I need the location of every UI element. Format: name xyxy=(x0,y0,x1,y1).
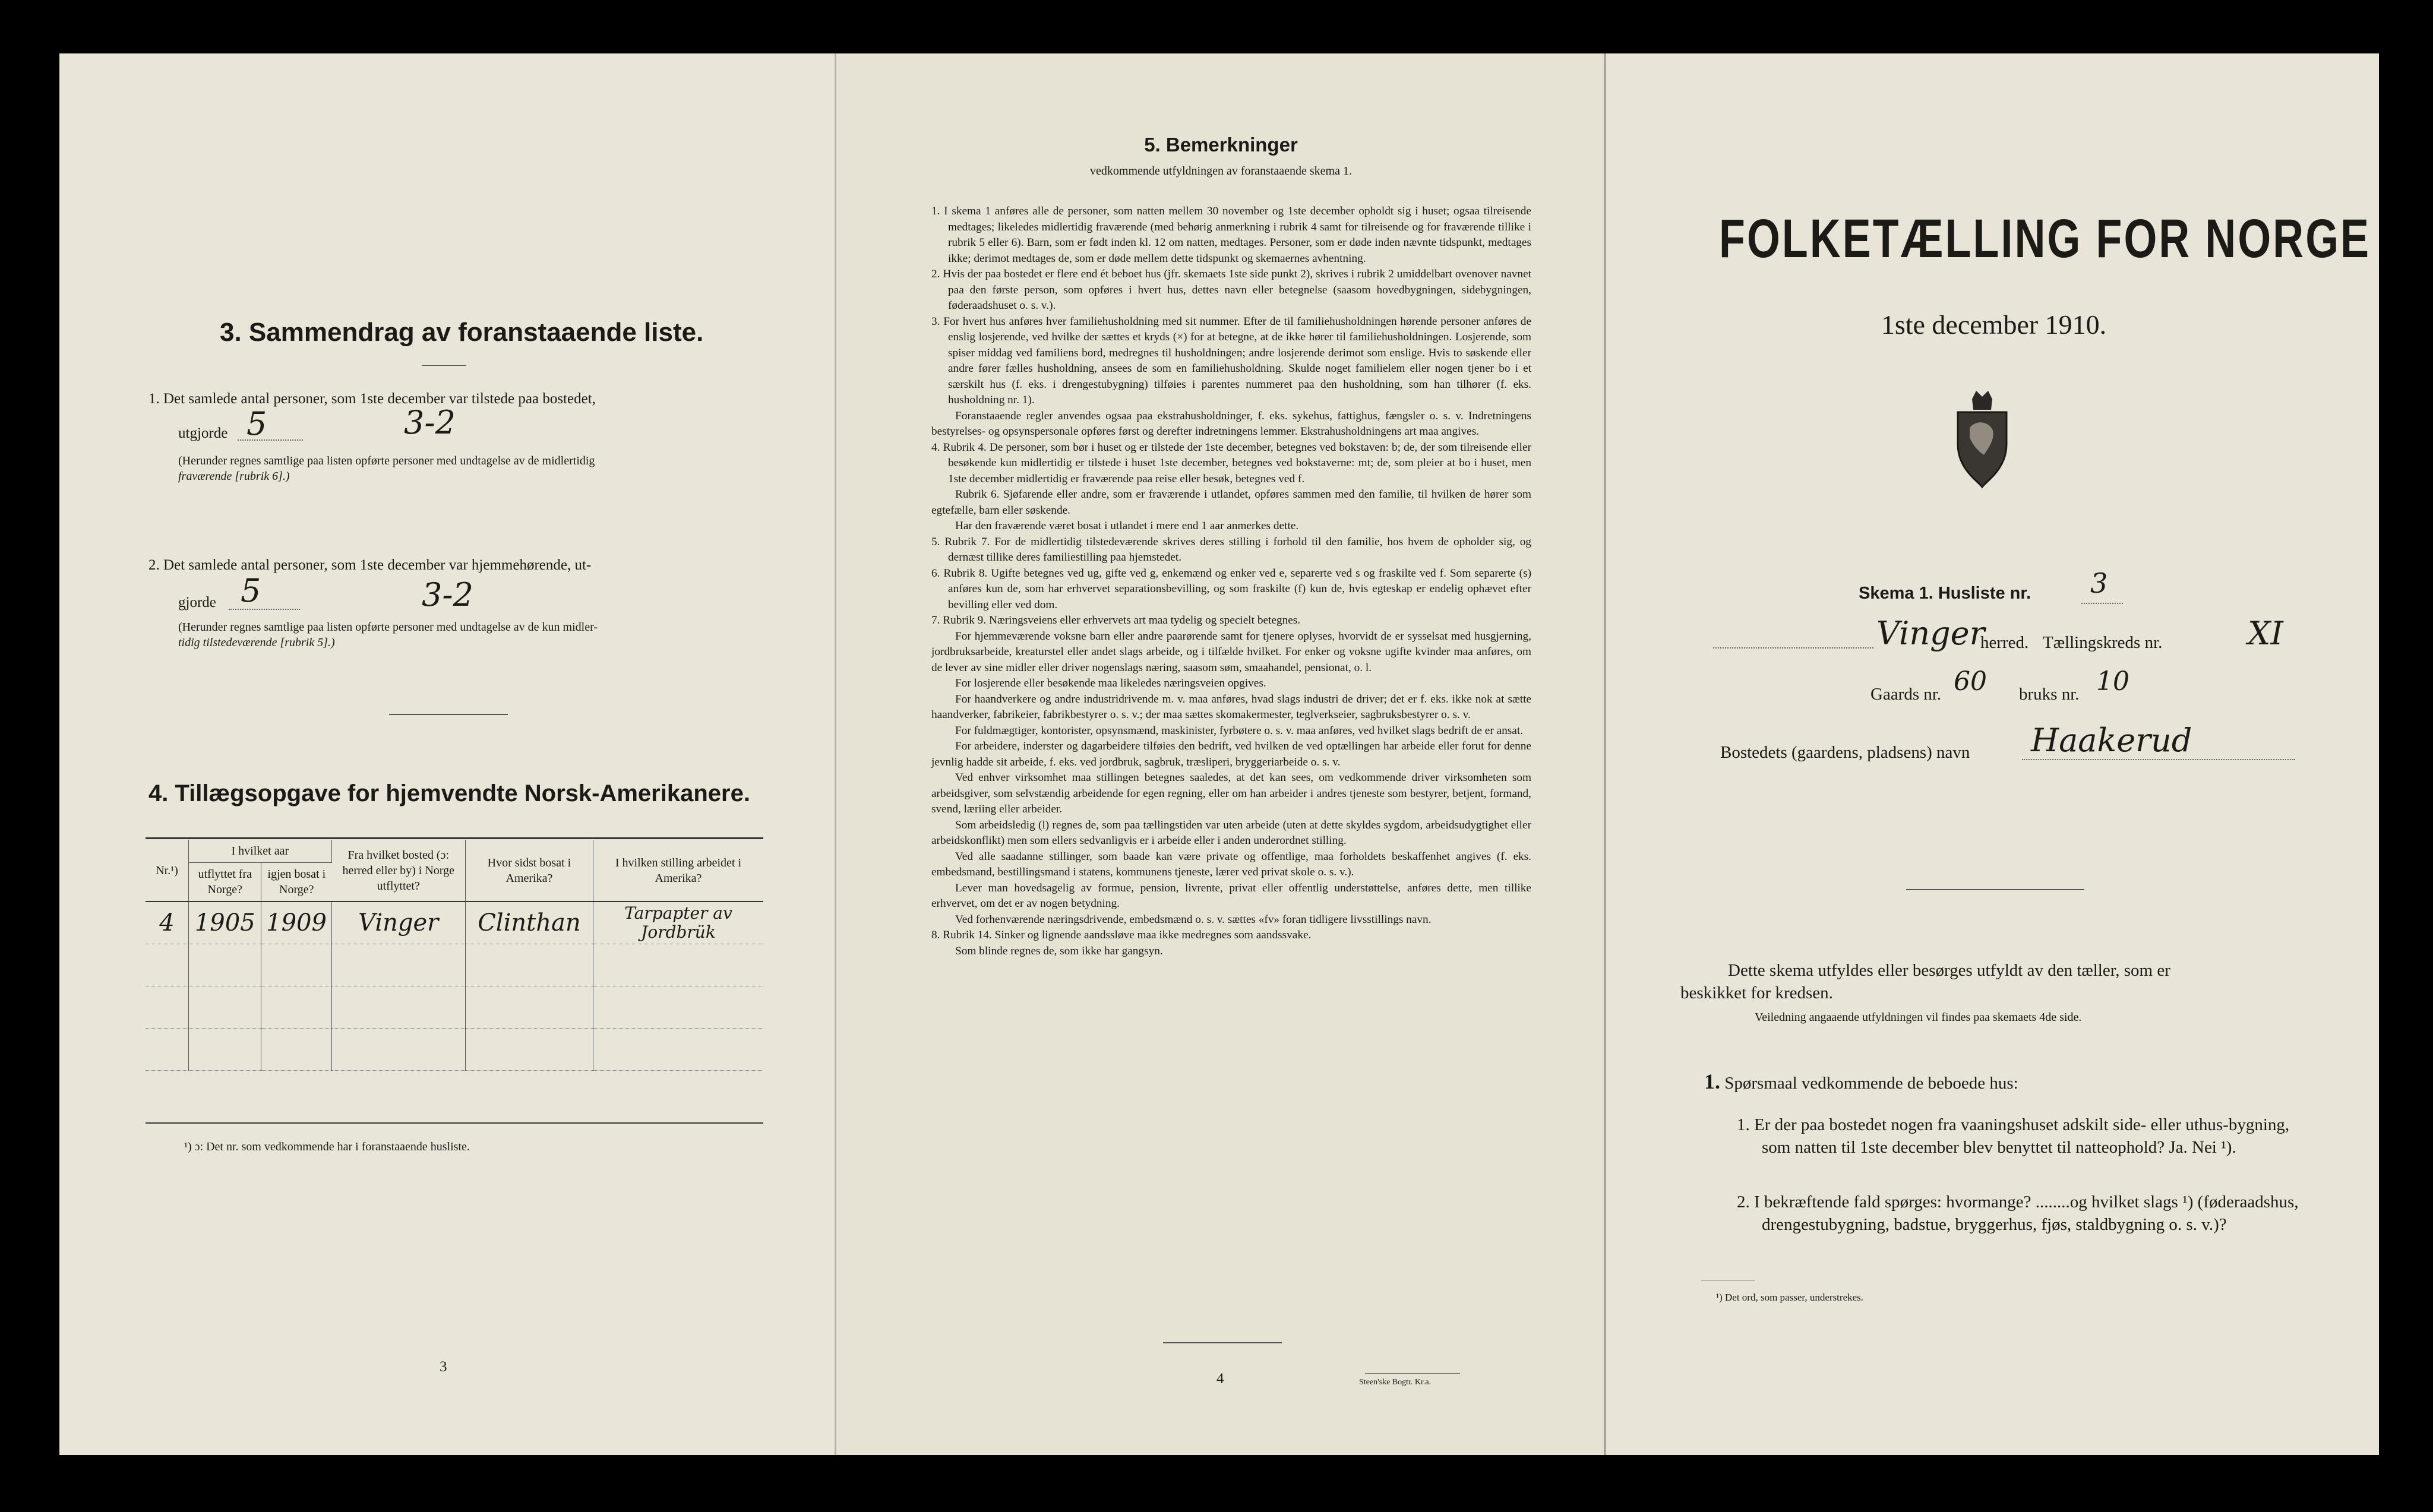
coat-of-arms-icon xyxy=(1949,386,2015,490)
question-2: 2. I bekræftende fald spørges: hvormange? ........og hvilket slags ¹) (føderaadshus, drengestubygning, badstue, bryggerhus, fjøs, staldbygning o. s. v.)? xyxy=(1737,1192,2299,1234)
q1-text: 1. Det samlede antal personer, som 1ste december var tilstede paa bostedet, xyxy=(148,391,596,407)
paragraph: Ved forhenværende næringsdrivende, embedsmænd o. s. v. sættes «fv» foran tidligere livsstillings navn. xyxy=(955,913,1432,926)
census-title: FOLKETÆLLING FOR NORGE xyxy=(1719,208,2371,269)
q2-extra: 3-2 xyxy=(422,576,473,613)
norsk-amerikanere-table xyxy=(146,840,763,1071)
question-1: 1. Er der paa bostedet nogen fra vaaningshuset adskilt side- eller uthus-bygning, som natten til 1ste december blev benyttet til natteophold? Ja. Nei ¹). xyxy=(1737,1115,2290,1157)
q2-lead: gjorde xyxy=(178,594,216,611)
section-4-title: 4. Tillægsopgave for hjemvendte Norsk-Amerikanere. xyxy=(148,780,750,806)
paragraph: 3. For hvert hus anføres hver familiehusholdning med sit nummer. Efter de til familiehusholdningen hørende personer anføres de enslig losjerende, ved hvilke der sættes et kryds (×) for at betegne, at de ikke hører til familiehusholdningen. Losjerende, som spiser middag ved familiens bord, medregnes til husholdningen; andre losjerende derimot som enslige. Hvis to søskende eller andre fører fælles husholdning, ansees de som en familiehusholdning. Skulde noget familielem eller nogen tjener bo i et særskilt hus (f. eks. i drengestubygning) tilføies i parentes nummeret paa den husholdning, som han tilhører (f. eks. husholdning nr. 1). xyxy=(931,315,1531,406)
paragraph: 5. Rubrik 7. For de midlertidig tilstedeværende skrives deres stilling i forhold til den familie, hos hvem de opholder sig, og dernæst tillike deres familiestilling paa hjemstedet. xyxy=(931,535,1531,564)
q2-note-2: tidig tilstedeværende [rubrik 5].) xyxy=(178,636,335,649)
paragraph: Foranstaaende regler anvendes ogsaa paa ekstrahusholdninger, f. eks. sykehus, fattighus, fængsler o. s. v. Indretningens bestyrelses- og opsynspersonale opføres først og derefter indretningens lemmer. Ekstrahusholdningens art maa angives. xyxy=(931,409,1531,438)
herred-label: herred. xyxy=(1980,633,2029,652)
paragraph: Ved enhver virksomhet maa stillingen betegnes saaledes, at det kan sees, om vedkommende driver virksomheten som arbeidsgiver, som selvstændig arbeidende for egen regning, eller om han arbeider i andres tjeneste som bestyrer, betjent, formand, svend, læriing eller arbeider. xyxy=(931,771,1531,815)
bosted-label: Bostedets (gaardens, pladsens) navn xyxy=(1720,743,1970,762)
paragraph: Som blinde regnes de, som ikke har gangsyn. xyxy=(955,944,1163,957)
col-group-year: I hvilket aar xyxy=(189,840,332,863)
page-3 xyxy=(59,53,835,1455)
paragraph: Har den fraværende været bosat i utlandet i mere end 1 aar anmerkes dette. xyxy=(955,520,1299,532)
paragraph: 4. Rubrik 4. De personer, som bør i huset og er tilstede der 1ste december, betegnes ved bokstaven: b; de, der som tilreisende eller besøkende kun midlertidig er tilstede i huset 1ste december, betegnes ved bokstaverne: mt; de, som pleier at bo i huset, men 1ste december midlertidig er fraværende paa reise eller besøk, betegnes ved f. xyxy=(931,441,1531,485)
paragraph: 1. I skema 1 anføres alle de personer, som natten mellem 30 november og 1ste december opholdt sig i huset; ogsaa tilreisende medtages; likeledes midlertidig fraværende (med behørig anmerkning i rubrik 4 samt for tilreisende og for fraværende tillike i rubrik 5 eller 6). Barn, som er født inden kl. 12 om natten, medtages. Personer, som er døde inden nævnte tidspunkt, medtages ikke; derimot medtages de, som er døde mellem dette tidspunkt og skemaernes avhentning. xyxy=(931,205,1531,265)
paragraph: Rubrik 6. Sjøfarende eller andre, som er fraværende i utlandet, opføres sammen med den familie, til hvilken de hører som egtefælle, barn eller søskende. xyxy=(931,488,1531,517)
col-igjen: igjen bosat i Norge? xyxy=(261,863,331,902)
table-row xyxy=(146,1029,763,1071)
col-nr: Nr.¹) xyxy=(146,840,189,901)
col-stilling: I hvilken stilling arbeidet i Amerika? xyxy=(593,840,763,901)
q2-note-1: (Herunder regnes samtlige paa listen opførte personer med undtagelse av de kun midler- xyxy=(178,621,598,634)
printer-mark: Steen'ske Bogtr. Kr.a. xyxy=(1359,1378,1432,1387)
page-1 xyxy=(1604,53,2379,1455)
paragraph: Lever man hovedsagelig av formue, pension, livrente, privat eller offentlig understøttelse, anføres dette, men tillike erhvervet, om det er av nogen betydning. xyxy=(931,881,1531,910)
paragraph: 2. Hvis der paa bostedet er flere end ét beboet hus (jfr. skemaets 1ste side punkt 2), skrives i rubrik 2 umiddelbart ovenover navnet paa den første person, som opføres i hvert hus, dettes navn eller betegnelse (saasom hovedbygningen, sidebygningen, føderaadshuset o. s. v.). xyxy=(931,268,1531,312)
husliste-nr: 3 xyxy=(2090,567,2108,599)
paragraph: 6. Rubrik 8. Ugifte betegnes ved ug, gifte ved g, enkemænd og enker ved e, separerte ved s og fraskilte ved f. Som separerte (s) anføres kun de, som har erhvervet separationsbevilling, og som fraskilte (f) kun de, hvis egteskap er endelig ophævet efter bevilling eller ved dom. xyxy=(931,567,1531,611)
page-number: 4 xyxy=(1216,1371,1224,1387)
paragraph: For fuldmægtiger, kontorister, opsynsmænd, maskinister, fyrbøtere o. s. v. maa anføres, ved hvilket slags bedrift de er ansat. xyxy=(955,724,1524,737)
bruks-label: bruks nr. xyxy=(2019,685,2080,704)
ornament-divider xyxy=(1906,889,2084,890)
table-row: 4 1905 1909 Vinger Clinthan Tarpapter av Jordbrük xyxy=(146,901,763,944)
col-bosted: Fra hvilket bosted (ɔ: herred eller by) i Norge utflyttet? xyxy=(331,840,465,901)
paragraph: For hjemmeværende voksne barn eller andre paarørende samt for tjenere oplyses, hvorvidt de er sysselsat med husgjerning, jordbruksarbeide, kreaturstel eller andet slags arbeide, og i tilfælde hvilket. For enker og voksne ugifte kvinder maa anføres, om de lever av sine midler eller driver nogenslags næring, saasom søm, smaahandel, pensionat, o. l. xyxy=(931,630,1531,674)
gaards-label: Gaards nr. xyxy=(1870,685,1942,704)
intro-text: Dette skema utfyldes eller besørges utfyldt av den tæller, som er beskikket for kredsen. xyxy=(1680,961,2170,1002)
paragraph: For arbeidere, inderster og dagarbeidere tilføies den bedrift, ved hvilken de ved optællingen har arbeide eller forut for denne jevnlig hadde sit arbeide, f. eks. ved jordbruk, sagbruk, træsliperi, bryggeriarbeide o. s. v. xyxy=(931,740,1531,768)
paragraph: Som arbeidsledig (l) regnes de, som paa tællingstiden var uten arbeide (uten at dette skyldes sygdom, arbeidsudygtighet eller arbeidskonflikt) men som ellers sedvanligvis er i arbeide eller i anden underordnet stilling. xyxy=(931,818,1531,847)
intro-note: Veiledning angaaende utfyldningen vil findes paa skemaets 4de side. xyxy=(1755,1011,2082,1024)
bruks-value: 10 xyxy=(2096,666,2129,697)
herred-value: Vinger xyxy=(1876,615,1985,652)
q1-note-1: (Herunder regnes samtlige paa listen opførte personer med undtagelse av de midlertidig xyxy=(178,454,595,467)
page-4 xyxy=(835,53,1604,1455)
table-row xyxy=(146,986,763,1029)
census-date: 1ste december 1910. xyxy=(1881,309,2107,340)
questions-heading: 1. Spørsmaal vedkommende de beboede hus: xyxy=(1704,1070,2018,1093)
paragraph: 8. Rubrik 14. Sinker og lignende aandssløve maa ikke medregnes som aandssvake. xyxy=(931,929,1312,941)
paragraph: For haandverkere og andre industridrivende m. v. maa anføres, hvad slags industri de driver; det er f. eks. ikke nok at sætte haandverker, fabrikeier, fabrikbestyrer o. s. v.; der maa sættes skomakermester, teglverkseier, sagbruksbestyrer o. s. v. xyxy=(931,692,1531,721)
paragraph: For losjerende eller besøkende maa likeledes næringsveien opgives. xyxy=(955,677,1266,689)
gaards-value: 60 xyxy=(1954,666,1987,697)
col-amerika: Hvor sidst bosat i Amerika? xyxy=(465,840,593,901)
kreds-value: XI xyxy=(2248,615,2283,652)
paragraph: Ved alle saadanne stillinger, som baade kan være private og offentlige, maa forholdets beskaffenhet angives (f. eks. embedsmand, bestillingsmand i statens, kommunens tjeneste, lærer ved privat skole o. s. v.). xyxy=(931,850,1531,878)
q1-value: 5 xyxy=(247,405,267,442)
skema-label: Skema 1. Husliste nr. xyxy=(1859,584,2031,603)
footnote: ¹) Det ord, som passer, understrekes. xyxy=(1716,1292,1864,1303)
footnote: ¹) ɔ: Det nr. som vedkommende har i foranstaaende husliste. xyxy=(184,1140,470,1153)
col-utflyttet: utflyttet fra Norge? xyxy=(189,863,261,902)
divider xyxy=(422,365,466,366)
q1-note-2: fraværende [rubrik 6].) xyxy=(178,470,290,483)
bosted-value: Haakerud xyxy=(2031,722,2192,759)
q1-extra: 3-2 xyxy=(404,404,456,441)
bemerkninger-subtitle: vedkommende utfyldningen av foranstaaende skema 1. xyxy=(1090,165,1352,178)
divider xyxy=(389,714,508,715)
page-number: 3 xyxy=(440,1359,447,1375)
bemerkninger-body xyxy=(931,204,1531,959)
q1-lead: utgjorde xyxy=(178,425,228,441)
kreds-label: Tællingskreds nr. xyxy=(2043,633,2163,652)
q2-value: 5 xyxy=(241,572,261,609)
bemerkninger-title: 5. Bemerkninger xyxy=(1144,134,1298,156)
q2-text: 2. Det samlede antal personer, som 1ste december var hjemmehørende, ut- xyxy=(148,557,592,573)
section-3-title: 3. Sammendrag av foranstaaende liste. xyxy=(220,318,704,347)
table-row xyxy=(146,944,763,986)
paragraph: 7. Rubrik 9. Næringsveiens eller erhvervets art maa tydelig og specielt betegnes. xyxy=(931,614,1301,627)
